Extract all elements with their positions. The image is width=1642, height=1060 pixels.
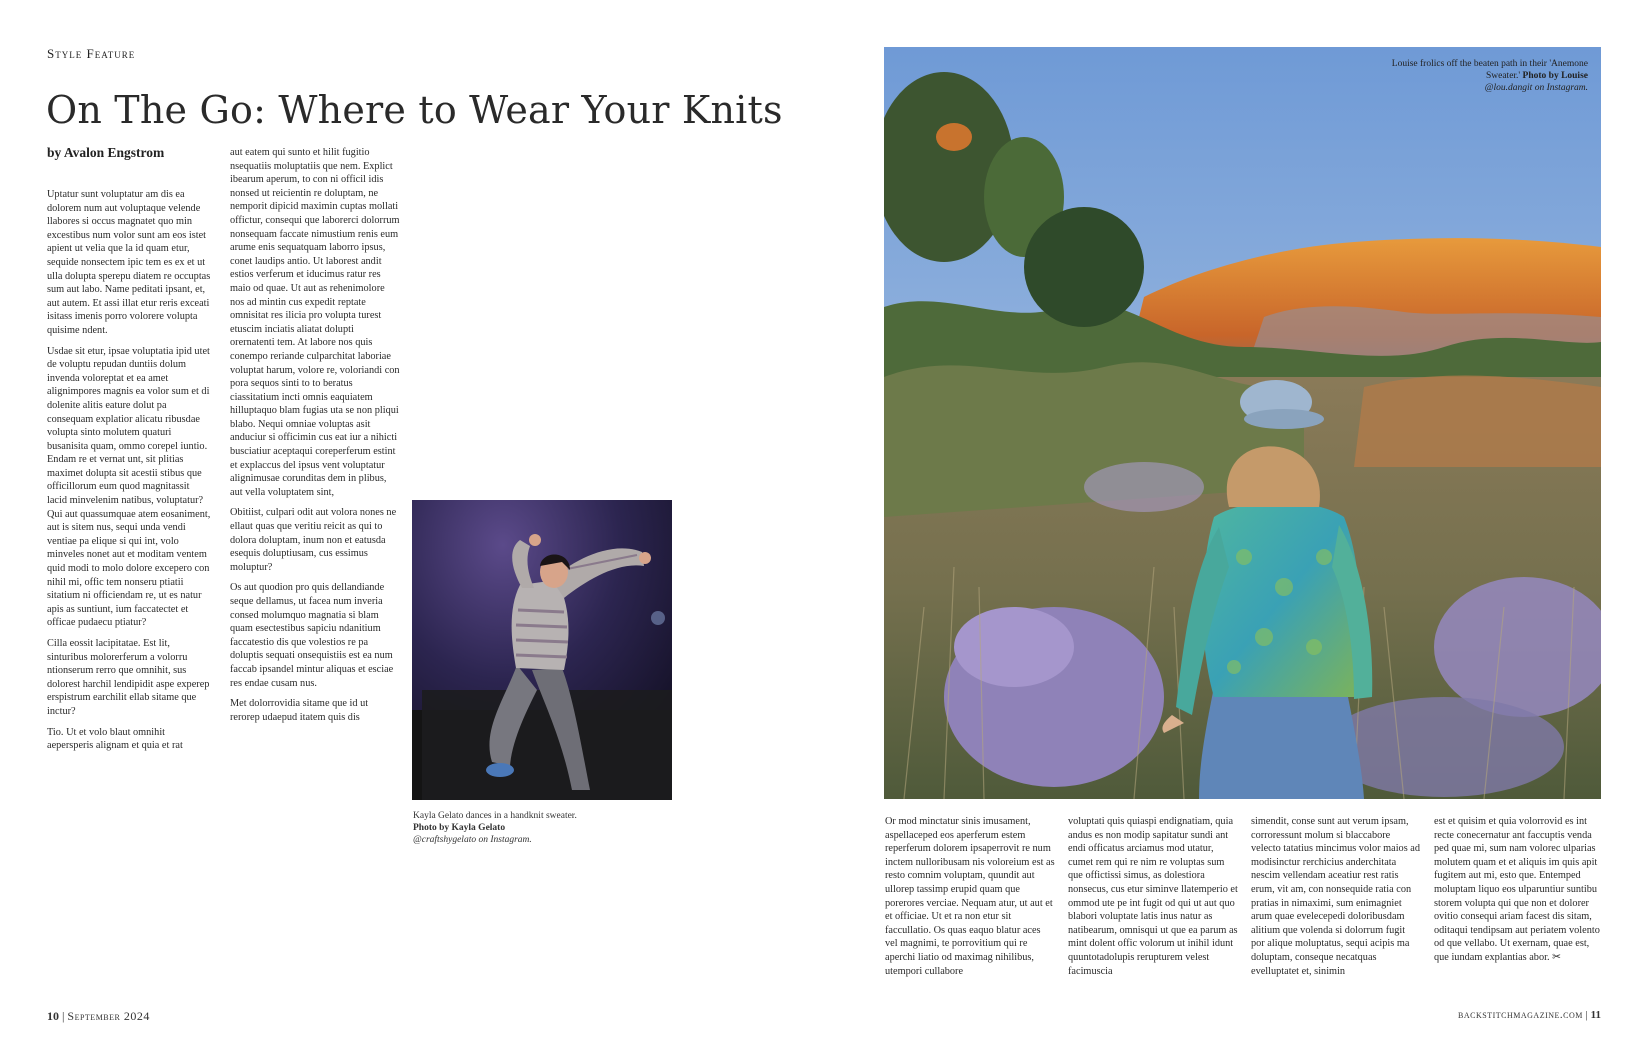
paragraph: Os aut quodion pro quis dellandiande seque dellamus, ut facea num inveria consed molumquo magnatia si blam quam esectestibus sapiciu ndanitium faccatestio dis que volestios re pa doluptis sequati onsequistiis est ea num faccab ipsandel mintur aliquas et esciae res endae cusam nus. bbox=[230, 582, 394, 689]
folio-separator: | bbox=[1585, 1009, 1588, 1021]
folio-right bbox=[1458, 1009, 1601, 1021]
paragraph: Met dolorrovidia sitame que id ut rerorep udaepud itatem quis dis bbox=[230, 698, 369, 723]
body-column-1 bbox=[47, 188, 212, 760]
article-title: On The Go: Where to Wear Your Knits bbox=[46, 88, 783, 132]
photo-caption-small bbox=[413, 810, 593, 846]
byline: by Avalon Engstrom bbox=[47, 145, 165, 160]
caption-credit: Photo by Kayla Gelato bbox=[413, 823, 506, 833]
paragraph: simendit, conse sunt aut verum ipsam, corroressunt molum si blaccabore velecto tatatius mincimus volor maios ad modisinctur rerchicius anderchitata nescim vellendam aceatiur rest ratis erum, vit am, con nonsequide ratia con pratias in nimaximi, sum enimagniet arum quae evelecepedi doloribusdam alitium que volenda si dolorrum fugit por alique moluptatus, sequi acipis ma doluptam, conseque necatquas evelluptatet et, sinimin bbox=[1251, 816, 1421, 977]
page-number: 11 bbox=[1590, 1009, 1601, 1021]
section-kicker: Style Feature bbox=[47, 46, 136, 61]
body-column-6 bbox=[1434, 815, 1604, 972]
photo-dancing-woman bbox=[412, 500, 672, 800]
body-column-4 bbox=[1068, 815, 1238, 985]
paragraph: Usdae sit etur, ipsae voluptatia ipid utet de voluptu repudan duntiis dolum invenda voloreptat et ea amet alignimpores magnis ea volor sum et di dolenite alitis eature dolut pa consequam explatior alicatu ribusdae volupta sinto molutem quaturi busanisita quam, ommo corepel iuntio. Endam re et vernat unt, sit plitias maximet dolupta sit acestii stibus que officillorum eum quod magnitassit lacid minvelenim natibus, voluptatur? Qui aut quassumquae atem eosaniment, aut is sitem nus, sequi unda vendi ventiae pa elique si qui int, volo minveles nonet aut et moditam ventem quid modi to molo dolore excepero con nihil mi, offic tem nonseru ptiatii sitatium ni officiendam re, ut es natur apis as suntiunt, ium faccatectet et officae pudaecu ptiatur? bbox=[47, 345, 211, 629]
paragraph: Cilla eossit lacipitatae. Est lit, sinturibus molorerferum a volorru ntionserum rerro que omnihit, sus dolorest harchil lendipidit aspe experep erspistrum earchilit ellab sitame que inctur? bbox=[47, 638, 210, 717]
magazine-site: backstitchmagazine.com bbox=[1458, 1009, 1583, 1021]
photo-meadow-sweater bbox=[884, 47, 1601, 799]
paragraph: Obitiist, culpari odit aut volora nones ne ellaut quas que veritiu reicit as qui to dolora doluptam, inum non et eatusda esequis doluptiusam, cus essimus moluptur? bbox=[230, 507, 397, 573]
folio-separator: | bbox=[62, 1009, 65, 1023]
body-column-2 bbox=[230, 146, 400, 731]
dancing-woman-image bbox=[412, 500, 672, 800]
paragraph: Uptatur sunt voluptatur am dis ea dolorem num aut voluptaque velende llabores si occus magnatet quo min excestibus num volor sunt am eos istet apient ut velia que la id quam etur, sequide nonsectem ipic tem es ex et ut ulla dolupta sperepu diatem re occuptas sum aut labo. Name peditati ipsant, et, aut autem. Et assi illat etur reris exceati isitass imenis porro volorere volupta quisime ndent. bbox=[47, 189, 211, 336]
paragraph: voluptati quis quiaspi endignatiam, quia andus es non modip sapitatur sundi ant endi officatus arciamus mod utatur, cumet rem qui re nim re voluptas sum que offictissi simus, as dolestiora nonsecus, cus etur siminve llatemperio et ommod ute pe int fugit od qui ut aut quo blabori voluptate latis inus natur as natibearum, omnisqui ut que ea parum as mint dolent offic volorum ut inihil idunt quuntotadolupis rerupturem velest facimuscia bbox=[1068, 816, 1238, 977]
page-number: 10 bbox=[47, 1009, 59, 1023]
paragraph: aut eatem qui sunto et hilit fugitio nsequatiis moluptatiis que nem. Explict ibearum aperum, to con ni officil idis nonsed ut reicientin re doluptam, ne nemporit dipicid maximin cuptas mollati offictur, consequi que laborerci dolorrum nonsequam faccate nimustium renis eum arume enis sequatquam laborro ipsus, conet laudips antio. Ut laborest andit estios verferum et iducimus ratur res maio od quae. Ut aut as rehenimolore nos ad mintin cus expedit reptate omnisitat res ilicia pro volupta turest etuscim inciatis aliatat dolupti orernatenti tem. At labore nos quis conempo reriande culparchitat laboriae voluptat harum, volore re, voloriandi con pora sequos sinti to to beratus ciassitatium incti omnis eaquiatem hilluptaquo blam fugias uta se non pliqui blabo. Nequi omniae voluptas asit anduciur si officimin cus eat iur a nihicti busciatiur aceptaqui coreperferum estint et explaccus del ipsus vent voluptatur alignimusae corunditas dem in plibus, aut vella voluptatem sint, bbox=[230, 147, 400, 498]
caption-text: Louise frolics off the beaten path in their 'Anemone Sweater.' bbox=[1391, 59, 1588, 81]
paragraph: Tio. Ut et volo blaut omnihit aepersperis alignam et quia et rat bbox=[47, 726, 183, 752]
caption-handle: @lou.dangit on Instagram. bbox=[1484, 83, 1588, 93]
issue-date: September 2024 bbox=[67, 1009, 150, 1023]
folio-left bbox=[47, 1009, 150, 1024]
paragraph: est et quisim et quia volorrovid es int recte conecernatur ant faccuptis venda ped quae mi, sum nam volorec ulparias molutem quam et et aliquis im quis apit fugitem aut mi, esto que. Entemped moluptam liquo eos ulparuntiur suntibu storem volupta qui que non et dolorer ovitio consequi ariam facest dis sitam, oditaqui tendipsam aut periatem volento od que vellabo. Ut exernam, quae est, que iundam explantias abor. ✂ bbox=[1434, 816, 1600, 963]
photo-caption-big bbox=[1380, 58, 1588, 94]
caption-handle: @craftshygelato on Instagram. bbox=[413, 835, 532, 845]
caption-credit: Photo by Louise bbox=[1522, 71, 1588, 81]
body-column-5 bbox=[1251, 815, 1421, 985]
body-column-3 bbox=[885, 815, 1055, 985]
caption-text: Kayla Gelato dances in a handknit sweater. bbox=[413, 811, 577, 821]
paragraph: Or mod minctatur sinis imusament, aspellaceped eos aperferum estem reperferum dolorem ipsaperrovit re num inctem nulloribusam nis voloreium est as resto comnim voluptam, quundit aut ullorep tassimp erupid quam que porerores verciae. Nequam atur, ut aut et et officiae. Ut et ra non etur sit faccullatio. Os quas eaquo blatur aces vel magnimi, te porrovitium qui re aperchi liatio od maximag nihilibus, utempori cullabore bbox=[885, 816, 1055, 977]
meadow-image bbox=[884, 47, 1601, 799]
